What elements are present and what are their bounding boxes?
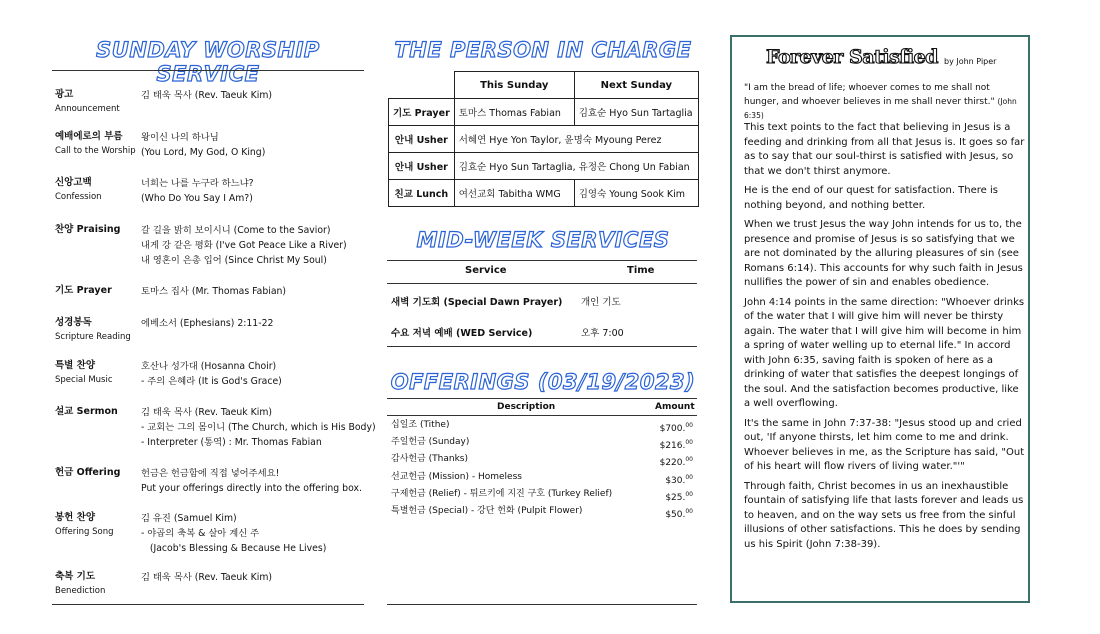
worship-item-line: - Interpreter (통역) : Mr. Thomas Fabian <box>141 437 322 448</box>
this-sunday-person: 김효순 Hyo Sun Tartaglia, 유정은 Chong Un Fabian <box>454 153 698 180</box>
article-title: Forever Satisfied <box>766 46 938 68</box>
article-paragraph: He is the end of our quest for satisfaction. There is nothing beyond, and nothing better. <box>744 185 998 211</box>
role-label: 기도 Prayer <box>389 99 455 126</box>
worship-item-line: (Jacob's Blessing & Because He Lives) <box>141 543 327 554</box>
worship-item-line: 토마스 집사 (Mr. Thomas Fabian) <box>141 286 287 297</box>
midweek-service: 새벽 기도회 (Special Dawn Prayer) <box>391 297 563 308</box>
table-row <box>389 153 699 180</box>
worship-item-label-ko: 성경봉독 <box>55 317 92 328</box>
worship-item-line: - 교회는 그의 몸이니 (The Church, which is His Body) <box>141 422 376 433</box>
worship-item-label-ko: 신앙고백 <box>55 177 92 188</box>
offering-amount-dollars: $220. <box>659 458 686 469</box>
worship-item-label-ko: 광고 <box>55 89 74 100</box>
worship-item-content <box>141 466 363 496</box>
this-sunday-person: 토마스 Thomas Fabian <box>454 99 574 126</box>
worship-item-label-en: Scripture Reading <box>55 332 131 342</box>
worship-item-line: 헌금은 헌금함에 직접 넣어주세요! <box>141 468 280 479</box>
offering-description: 주일헌금 (Sunday) <box>391 437 470 448</box>
worship-item-label <box>55 405 140 419</box>
article-paragraph: This text points to the fact that believing in Jesus is a feeding and drinking from all that Jesus is. It goes so far as to say that our soul-thirst is satisfied with Jesus, so that we don't thirst anymore. <box>744 122 1025 177</box>
worship-item-line: 왕이신 나의 하나님 <box>141 132 219 143</box>
worship-item-content <box>141 316 363 331</box>
offering-amount-dollars: $700. <box>659 424 686 434</box>
midweek-header-time: Time <box>627 265 655 276</box>
worship-item-line: 호산나 성가대 (Hosanna Choir) <box>141 361 277 372</box>
article-box <box>730 35 1030 603</box>
worship-item-content <box>141 405 376 450</box>
worship-title: SUNDAY WORSHIP SERVICE <box>96 38 320 86</box>
worship-item-label-ko: 예배에로의 부름 <box>55 131 123 142</box>
table-row <box>389 99 699 126</box>
divider <box>387 398 697 399</box>
worship-item-label <box>55 316 140 344</box>
offering-amount-cents: 00 <box>685 439 693 447</box>
this-sunday-person: 여선교회 Tabitha WMG <box>454 180 574 207</box>
midweek-time: 개인 기도 <box>581 297 621 308</box>
midweek-header-service: Service <box>465 265 507 276</box>
article-author: by John Piper <box>944 57 997 66</box>
next-sunday-person: 김효순 Hyo Sun Tartaglia <box>574 99 698 126</box>
person-in-charge-table <box>388 71 699 207</box>
this-sunday-person: 서혜연 Hye Yon Taylor, 윤명숙 Myoung Perez <box>454 126 698 153</box>
role-label: 안내 Usher <box>389 153 455 180</box>
table-row <box>389 126 699 153</box>
role-label: 친교 Lunch <box>389 180 455 207</box>
worship-item-line: 김 태욱 목사 (Rev. Taeuk Kim) <box>141 90 272 101</box>
worship-item-label <box>55 570 140 598</box>
worship-item-label <box>55 284 140 298</box>
offering-amount-cents: 00 <box>685 456 693 464</box>
divider <box>387 283 697 284</box>
worship-item-label <box>55 223 140 237</box>
header-this-sunday: This Sunday <box>454 72 574 99</box>
offerings-title: OFFERINGS (03/19/2023) <box>390 370 696 394</box>
divider <box>387 415 697 416</box>
worship-item-label-ko: 헌금 Offering <box>55 467 121 478</box>
offering-description: 특별헌금 (Special) - 강단 헌화 (Pulpit Flower) <box>391 506 583 516</box>
offering-row <box>391 469 693 486</box>
worship-item-line: 김 유진 (Samuel Kim) <box>141 513 237 524</box>
midweek-service: 수요 저녁 예배 (WED Service) <box>391 328 533 339</box>
article-paragraph: John 4:14 points in the same direction: "Whoever drinks of the water that I will give him will never be thirsty again. The water that I will give him will become in him a spring of water welling up to eternal life." In accord with John 6:35, saving faith is spoken of here as a drinking of water that satisfies the deepest longings of the soul. And the satisfaction becomes productive, like a well overflowing. <box>744 296 1025 409</box>
offering-row <box>391 451 693 468</box>
offering-amount-dollars: $25. <box>665 492 686 503</box>
worship-item-line: 너희는 나를 누구라 하느냐? <box>141 178 254 189</box>
worship-item-line: Put your offerings directly into the offering box. <box>141 483 362 494</box>
worship-item-label-en: Call to the Worship <box>55 146 136 156</box>
article-paragraph: When we trust Jesus the way John intends for us to, the presence and promise of Jesus is so satisfying that we are not dominated by the alluring pleasures of sin (see Romans 6:14). This accounts for why such faith in Jesus nullifies the power of sin and enables obedience. <box>744 219 1023 288</box>
worship-item-label-ko: 설교 Sermon <box>55 406 118 417</box>
divider <box>52 70 364 71</box>
offering-amount-cents: 00 <box>685 490 693 498</box>
offering-row <box>391 503 693 520</box>
worship-item-line: 내 영혼이 은총 입어 (Since Christ My Soul) <box>141 255 327 266</box>
worship-item-line: (Who Do You Say I Am?) <box>141 193 253 204</box>
offering-description: 십일조 (Tithe) <box>391 420 450 430</box>
offering-row <box>391 417 693 434</box>
table-row <box>389 180 699 207</box>
offering-amount <box>665 503 693 524</box>
worship-item-line: 김 태욱 목사 (Rev. Taeuk Kim) <box>141 407 272 418</box>
worship-item-label-en: Confession <box>55 192 102 202</box>
worship-item-label-ko: 기도 Prayer <box>55 285 112 296</box>
quote-text: "I am the bread of life; whoever comes to me shall not hunger, and whoever believes in me shall never thirst." <box>744 83 995 107</box>
worship-item-content <box>141 570 363 585</box>
divider <box>387 260 697 261</box>
offering-amount-dollars: $30. <box>665 475 686 486</box>
offering-description: 선교헌금 (Mission) - Homeless <box>391 471 522 482</box>
offering-amount-cents: 00 <box>685 422 693 429</box>
worship-item-content <box>141 284 363 299</box>
worship-item-content <box>141 359 363 389</box>
worship-item-label <box>55 466 140 480</box>
article-quote <box>744 81 1026 123</box>
worship-item-content <box>141 88 363 103</box>
article-paragraph: Through faith, Christ becomes in us an inexhaustible fountain of satisfying life that lasts forever and leads us to heaven, and on the way sets us free from the sinful illusions of other satisfactions. This he does by sending us his Spirit (John 7:38-39). <box>744 480 1024 550</box>
offering-amount-cents: 00 <box>685 508 693 515</box>
worship-item-label-ko: 찬양 Praising <box>55 224 121 235</box>
offerings-header-description: Description <box>497 402 556 412</box>
worship-item-line: - 주의 은혜라 (It is God's Grace) <box>141 376 282 387</box>
worship-item-line: 에베소서 (Ephesians) 2:11-22 <box>141 318 274 329</box>
offering-row <box>391 486 693 503</box>
worship-item-label-ko: 특별 찬양 <box>55 360 96 371</box>
worship-item-content <box>141 176 363 206</box>
midweek-title: MID-WEEK SERVICES <box>416 228 670 252</box>
role-label: 안내 Usher <box>389 126 455 153</box>
worship-item-line: - 야곱의 축복 & 살아 계신 주 <box>141 528 260 539</box>
divider <box>387 346 697 347</box>
worship-item-label-ko: 봉헌 찬양 <box>55 512 96 523</box>
divider <box>52 604 364 605</box>
worship-item-label-en: Announcement <box>55 104 120 114</box>
header-next-sunday: Next Sunday <box>574 72 698 99</box>
offering-amount-dollars: $216. <box>659 441 686 452</box>
quote-reference: (John 6:35) <box>744 97 1017 120</box>
midweek-time: 오후 7:00 <box>581 328 624 339</box>
worship-item-content <box>141 511 363 556</box>
next-sunday-person: 김영숙 Young Sook Kim <box>574 180 698 207</box>
offering-amount-cents: 00 <box>685 473 693 481</box>
worship-item-label <box>55 88 140 116</box>
article-paragraph: It's the same in John 7:37-38: "Jesus stood up and cried out, 'If anyone thirsts, let him come to me and drink. Whoever believes in me, as the Scripture has said, "Out of his heart will flow rivers of living water."'" <box>744 417 1025 472</box>
offerings-header-amount: Amount <box>655 402 695 412</box>
worship-item-label-ko: 축복 기도 <box>55 571 96 582</box>
worship-item-content <box>141 130 363 160</box>
worship-item-line: 내게 강 같은 평화 (I've Got Peace Like a River) <box>141 240 347 251</box>
worship-item-label <box>55 130 140 158</box>
worship-item-label-en: Offering Song <box>55 527 114 537</box>
offering-description: 구제헌금 (Relief) - 튀르키에 지진 구호 (Turkey Relief) <box>391 488 613 499</box>
person-in-charge-title: THE PERSON IN CHARGE <box>394 38 692 62</box>
worship-item-line: 갈 길을 밝히 보이시니 (Come to the Savior) <box>141 225 331 236</box>
offering-description: 감사헌금 (Thanks) <box>391 454 468 465</box>
worship-item-content <box>141 223 363 268</box>
worship-item-label <box>55 176 140 204</box>
worship-item-label-en: Special Music <box>55 375 113 385</box>
divider <box>387 604 697 605</box>
offering-row <box>391 434 693 451</box>
worship-item-label <box>55 359 140 387</box>
article-body <box>744 121 1026 557</box>
worship-item-line: (You Lord, My God, O King) <box>141 147 266 158</box>
worship-item-label <box>55 511 140 539</box>
offering-amount-dollars: $50. <box>665 510 686 520</box>
worship-item-label-en: Benediction <box>55 586 106 596</box>
worship-item-line: 김 태욱 목사 (Rev. Taeuk Kim) <box>141 572 272 583</box>
